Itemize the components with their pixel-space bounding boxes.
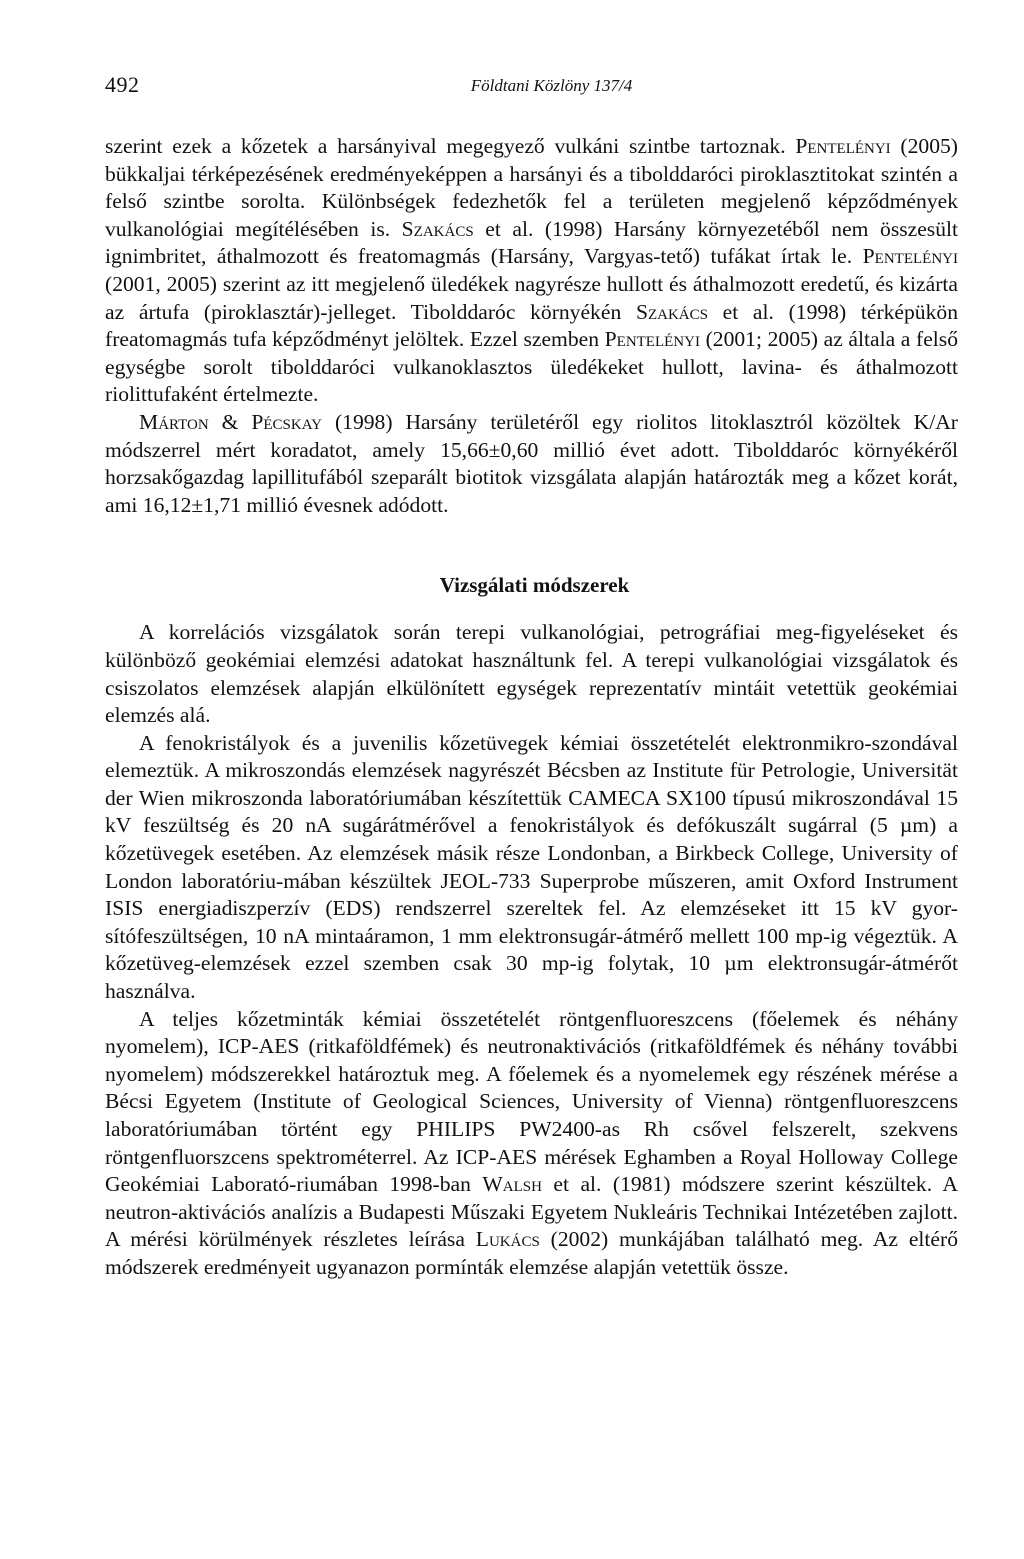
document-page [105,68,958,1282]
methods-paragraph-2 [105,730,958,1006]
page-number: 492 [105,72,140,97]
author-citation: Szakács [401,216,474,241]
text-run: (1998) Harsány területéről egy riolitos litoklasztról közöltek K/Ar módszerrel mért koradatot, amely 15,66±0,60 millió évet adott. Tibolddaróc környékéről horzsakőgazdag lapillitufából szeparált biotitok vizsgálata alapján határozták meg a kőzet korát, ami 16,12±1,71 millió évesnek adódott. [105,409,958,517]
author-citation: Walsh [482,1172,542,1197]
methods-paragraph-1 [105,619,958,729]
methods-paragraph-3 [105,1006,958,1282]
author-citation: Lukács [475,1227,540,1252]
running-header [105,68,958,108]
section-title: Vizsgálati módszerek [439,573,630,598]
journal-title: Földtani Közlöny 137/4 [470,76,633,95]
text-run: (2002) munkájában található meg. Az eltérő módszerek eredményeit ugyanazon pormínták elemzése alapján vetettük össze. [105,1227,958,1279]
text-run: A korrelációs vizsgálatok során terepi vulkanológiai, petrográfiai meg-figyeléseket és különböző geokémiai elemzési adatokat használtunk fel. A terepi vulkanológiai vizsgálatok és csiszolatos elemzések alapján elkülönített egységek reprezentatív mintáit vetettük geokémiai elemzés alá. [105,620,958,728]
text-run: et al. (1981) módszere szerint készültek. A neutron-aktivációs analízis a Budapesti Műszaki Egyetem Nukleáris Technikai Intézetében zajlott. A mérési körülmények részletes leírása [105,1172,958,1252]
text-run: et al. (1998) térképükön freatomagmás tufa képződményt jelöltek. Ezzel szemben [105,299,958,352]
author-citation: Pécskay [251,409,323,434]
intro-paragraph-2 [105,409,958,519]
text-run: & [208,409,252,434]
intro-paragraph-1 [105,133,958,409]
text-run: A teljes kőzetminták kémiai összetételét röntgenfluoreszcens (főelemek és néhány nyomelem), ICP-AES (ritkaföldfémek) és neutronaktivációs (ritkaföldfémek és néhány további nyomelem) módszerekkel határoztuk meg. A főelemek és a nyomelemek egy részének mérése a Bécsi Egyetem (Institute of Geological Sciences, University of Vienna) röntgenfluoreszcens laboratóriumában történt egy PHILIPS PW2400-as Rh csővel felszerelt, szekvens röntgenfluorszcens spektrométerrel. Az ICP-AES mérések Eghamben a Royal Holloway College Geokémiai Laborató-riumában 1998-ban [105,1006,958,1197]
text-run: (2005) bükkaljai térképezésének eredményeképpen a harsányi és a tibolddaróci piroklasztitokat szintén a felső szintbe sorolta. Különbségek fedezhetők fel a területen megjelenő képződmények vulkanológiai megítélésében is. [105,134,958,241]
author-citation: Szakács [635,299,708,324]
author-citation: Márton [139,409,209,434]
text-run: et al. (1998) Harsány környezetéből nem összesült ignimbritet, áthalmozott és freatomagmás (Harsány, Vargyas-tető) tufákat írtak le. [105,216,958,269]
text-run: (2001; 2005) az általa a felső egységbe sorolt tibolddaróci vulkanoklasztos üledékeket hullott, lavina- és áthalmozott riolittufaként értelmezte. [105,327,958,407]
text-run: szerint ezek a kőzetek a harsányival megegyező vulkáni szintbe tartoznak. [105,134,796,158]
author-citation: Pentelényi [795,134,891,158]
author-citation: Pentelényi [604,327,700,352]
author-citation: Pentelényi [862,244,958,269]
text-run: (2001, 2005) szerint az itt megjelenő üledékek nagyrésze hullott és áthalmozott eredetű, és kizárta az ártufa (piroklasztár)-jelleget. Tibolddaróc környékén [105,271,958,324]
text-run: A fenokristályok és a juvenilis kőzetüvegek kémiai összetételét elektronmikro-szondával elemeztük. A mikroszondás elemzések nagyrészét Bécsben az Institute für Petrologie, Universität der Wien mikroszonda laboratóriumában készítettük CAMECA SX100 típusú mikroszondával 15 kV feszültség és 20 nA sugárátmérővel a fenokristályok és defókuszált sugárral (5 µm) a kőzetüvegek esetében. Az elemzések másik része Londonban, a Birkbeck College, University of London laboratóriu-mában készültek JEOL-733 Superprobe műszeren, amit Oxford Instrument ISIS energiadiszperzív (EDS) rendszerrel szereltek fel. Az elemzéseket itt 15 kV gyor-sítófeszültségen, 10 nA mintaáramon, 1 mm elektronsugár-átmérő mellett 100 mp-ig végeztük. A kőzetüveg-elemzések ezzel szemben csak 30 mp-ig folytak, 10 µm elektronsugár-átmérőt használva. [105,730,958,1004]
